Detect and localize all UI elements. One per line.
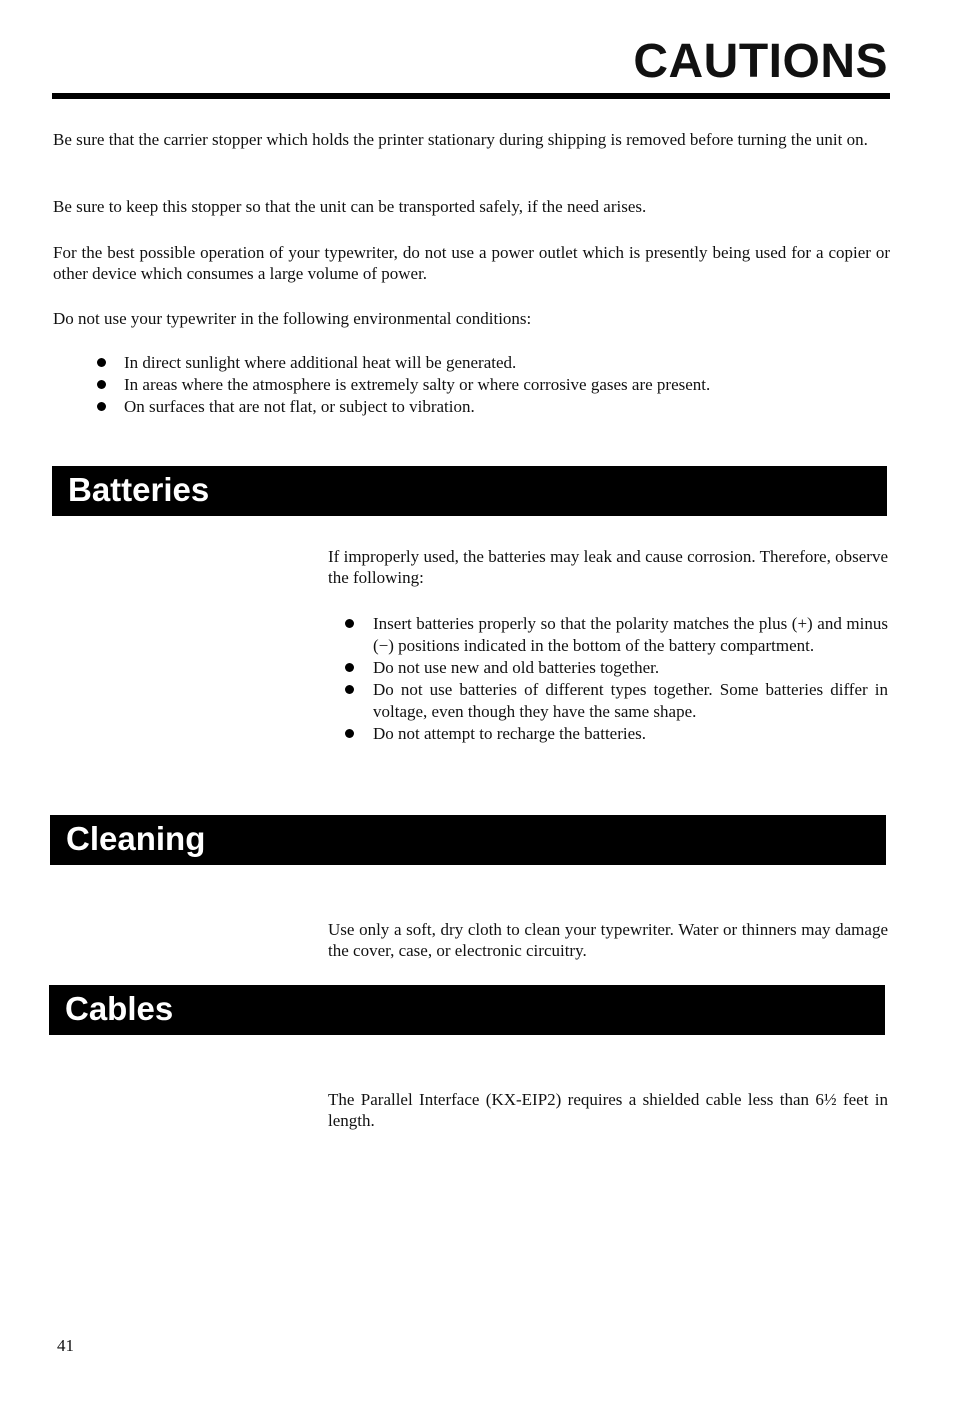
intro-paragraph-keep-stopper: Be sure to keep this stopper so that the unit can be transported safely, if the need arises. (53, 197, 647, 216)
section-heading-cables: Cables (49, 985, 885, 1035)
batteries-intro: If improperly used, the batteries may leak and cause corrosion. Therefore, observe the following: (328, 547, 888, 587)
intro-paragraph-environment: Do not use your typewriter in the following environmental conditions: (53, 309, 532, 328)
cables-text: The Parallel Interface (KX-EIP2) requires a shielded cable less than 6½ feet in length. (328, 1090, 888, 1130)
batteries-list (345, 613, 888, 745)
list-item: Do not use new and old batteries together. (345, 657, 888, 679)
list-item: On surfaces that are not flat, or subject to vibration. (97, 396, 897, 418)
list-item: In direct sunlight where additional heat will be generated. (97, 352, 897, 374)
environment-list (97, 352, 897, 418)
intro-paragraph-power-outlet: For the best possible operation of your typewriter, do not use a power outlet which is presently being used for a copier or other device which consumes a large volume of power. (53, 243, 890, 283)
list-item: In areas where the atmosphere is extremely salty or where corrosive gases are present. (97, 374, 897, 396)
cleaning-text: Use only a soft, dry cloth to clean your typewriter. Water or thinners may damage the cover, case, or electronic circuitry. (328, 920, 888, 960)
list-item: Do not use batteries of different types together. Some batteries differ in voltage, even though they have the same shape. (345, 679, 888, 723)
section-heading-cleaning: Cleaning (50, 815, 886, 865)
list-item: Do not attempt to recharge the batteries. (345, 723, 888, 745)
page-number: 41 (57, 1336, 74, 1355)
page-title: CAUTIONS (633, 35, 888, 88)
intro-paragraph-stopper: Be sure that the carrier stopper which holds the printer stationary during shipping is removed before turning the unit on. (53, 130, 868, 149)
section-heading-batteries: Batteries (52, 466, 887, 516)
list-item: Insert batteries properly so that the polarity matches the plus (+) and minus (−) positions indicated in the bottom of the battery compartment. (345, 613, 888, 657)
title-rule (52, 93, 890, 99)
